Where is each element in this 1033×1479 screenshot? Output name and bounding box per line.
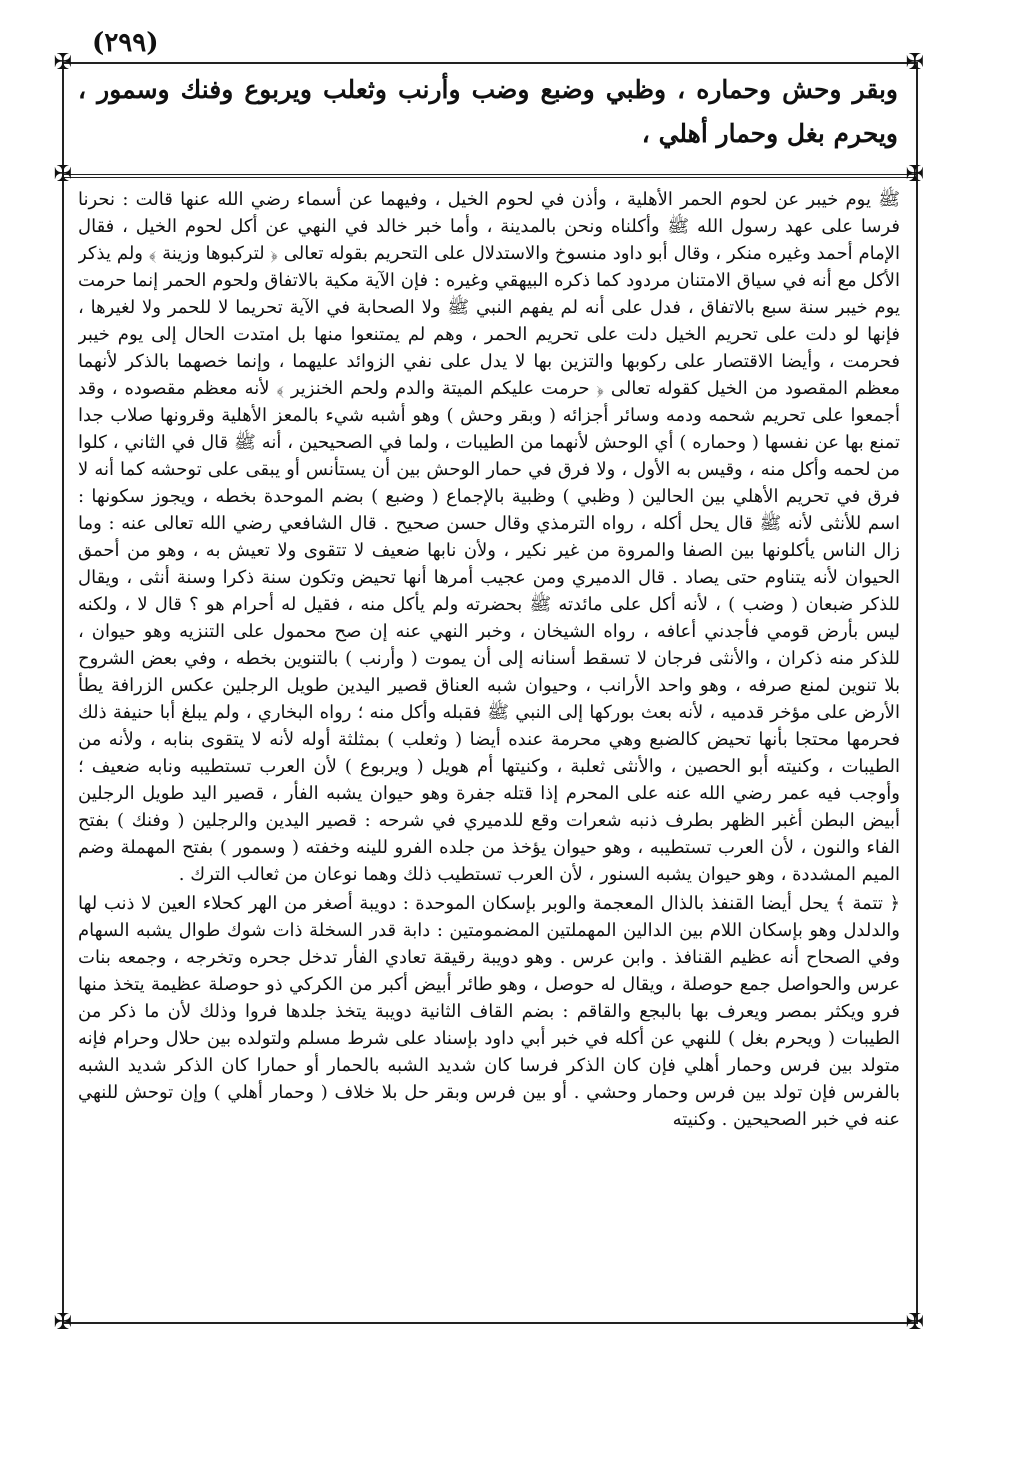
page-number: (٢٩٩) [92,28,159,58]
commentary-paragraph: ﴿ تتمة ﴾ يحل أيضا القنفذ بالذال المعجمة والوبر بإسكان الموحدة : دويبة أصغر من الهر كحلاء العين لا ذنب لها والدلدل وهو بإسكان اللام بين الدالين المهملتين المضمومتين : دابة قدر السخلة ذات شوك طوال يشبه السهام وفي الصحاح أنه عظيم القنافذ . وابن عرس . وهو دويبة رقيقة تعادي الفأر تدخل جحره وتخرجه ، وجمعه بنات عرس والحواصل جمع حوصلة ، ويقال له حوصل ، وهو طائر أبيض أكبر من الكركي ذو حوصلة عظيمة يتخذ منها فرو ويكثر بمصر ويعرف بها بالبجع والقاقم : بضم القاف الثانية دويبة يتخذ جلدها فروا وذلك لأن ما ذكر من الطيبات ( ويحرم بغل ) للنهي عن أكله في خبر أبي داود بإسناد على شرط مسلم ولتولده بين حلال وحرام فإنه متولد بين فرس وحمار أهلي فإن كان الذكر فرسا كان شديد الشبه بالحمار أو حمارا كان الذكر شديد الشبه بالفرس فإن تولد بين فرس وحمار وحشي . أو بين فرس وبقر حل بلا خلاف ( وحمار أهلي ) وإن توحش للنهي عنه في خبر الصحيحين . وكنيته [78,893,900,1130]
commentary-body [78,186,900,1310]
middle-double-rule [62,174,918,178]
corner-ornament-icon: ✠ [905,162,925,187]
matn-text: وبقر وحش وحماره ، وظبي وضبع وضب وأرنب وثعلب ويربوع وفنك وسمور ، ويحرم بغل وحمار أهلي ، [78,75,898,148]
corner-ornament-icon: ✠ [905,50,925,75]
corner-ornament-icon: ✠ [53,162,73,187]
top-rule [62,62,918,64]
corner-ornament-icon: ✠ [53,50,73,75]
corner-ornament-icon: ✠ [905,1310,925,1335]
bottom-rule [62,1322,918,1324]
corner-ornament-icon: ✠ [53,1310,73,1335]
commentary-paragraph: ﷺ يوم خيبر عن لحوم الحمر الأهلية ، وأذن في لحوم الخيل ، وفيهما عن أسماء رضي الله عنها قالت : نحرنا فرسا على عهد رسول الله ﷺ وأكلناه ونحن بالمدينة ، وأما خبر خالد في النهي عن أكل لحوم الخيل ، فقال الإمام أحمد وغيره منكر ، وقال أبو داود منسوخ والاستدلال على التحريم بقوله تعالى ﴿ لتركبوها وزينة ﴾ ولم يذكر الأكل مع أنه في سياق الامتنان مردود كما ذكره البيهقي وغيره : فإن الآية مكية بالاتفاق ولحوم الحمر إنما حرمت يوم خيبر سنة سبع بالاتفاق ، فدل على أنه لم يفهم النبي ﷺ ولا الصحابة في الآية تحريما لا للحمر ولا لغيرها ، فإنها لو دلت على تحريم الخيل دلت على تحريم الحمر ، وهم لم يمتنعوا منها بل امتدت الحال إلى يوم خيبر فحرمت ، وأيضا الاقتصار على ركوبها والتزين بها لا يدل على نفي الزوائد عليهما ، وإنما خصهما بالذكر لأنهما معظم المقصود من الخيل كقوله تعالى ﴿ حرمت عليكم الميتة والدم ولحم الخنزير ﴾ لأنه معظم مقصوده ، وقد أجمعوا على تحريم شحمه ودمه وسائر أجزائه ( وبقر وحش ) وهو أشبه شيء بالمعز الأهلية وقرونها صلاب جدا تمنع بها عن نفسها ( وحماره ) أي الوحش لأنهما من الطيبات ، ولما في الصحيحين ، أنه ﷺ قال في الثاني ، كلوا من لحمه وأكل منه ، وقيس به الأول ، ولا فرق في حمار الوحش بين أن يستأنس أو يبقى على توحشه كما أنه لا فرق في تحريم الأهلي بين الحالين ( وظبي ) وظبية بالإجماع ( وضبع ) بضم الموحدة بخطه ، ويجوز سكونها : اسم للأنثى لأنه ﷺ قال يحل أكله ، رواه الترمذي وقال حسن صحيح . قال الشافعي رضي الله تعالى عنه : وما زال الناس يأكلونها بين الصفا والمروة من غير نكير ، ولأن نابها ضعيف لا تتقوى ولا تعيش به ، وهو من أحمق الحيوان لأنه يتناوم حتى يصاد . قال الدميري ومن عجيب أمرها أنها تحيض وتكون سنة ذكرا وسنة أنثى ، ويقال للذكر ضبعان ( وضب ) ، لأنه أكل على مائدته ﷺ بحضرته ولم يأكل منه ، فقيل له أحرام هو ؟ قال لا ، ولكنه ليس بأرض قومي فأجدني أعافه ، رواه الشيخان ، وخبر النهي عنه إن صح محمول على التنزيه وهو حيوان ، للذكر منه ذكران ، والأنثى فرجان لا تسقط أسنانه إلى أن يموت ( وأرنب ) بالتنوين بخطه ، وفي بعض الشروح بلا تنوين لمنع صرفه ، وهو واحد الأرانب ، وحيوان شبه العناق قصير اليدين طويل الرجلين عكس الزرافة يطأ الأرض على مؤخر قدميه ، لأنه بعث بوركها إلى النبي ﷺ فقبله وأكل منه ؛ رواه البخاري ، ولم يبلغ أبا حنيفة ذلك فحرمها محتجا بأنها تحيض كالضبع وهي محرمة عنده أيضا ( وثعلب ) بمثلثة أوله لأنه لا يتقوى بنابه ، ولأنه من الطيبات ، وكنيته أبو الحصين ، والأنثى ثعلبة ، وكنيتها أم هويل ( ويربوع ) لأن العرب تستطيبه ونابه ضعيف ؛ وأوجب فيه عمر رضي الله عنه على المحرم إذا قتله جفرة وهو حيوان يشبه الفأر ، قصير اليد طويل الرجلين أبيض البطن أغبر الظهر بطرف ذنبه شعرات وقع للدميري في شرحه : قصير اليدين والرجلين ( وفنك ) بفتح الفاء والنون ، لأن العرب تستطيبه ، وهو حيوان يؤخذ من جلده الفرو للينه وخفته ( وسمور ) بفتح المهملة وضم الميم المشددة ، وهو حيوان يشبه السنور ، لأن العرب تستطيب ذلك وهما نوعان من ثعالب الترك . [78,189,900,885]
